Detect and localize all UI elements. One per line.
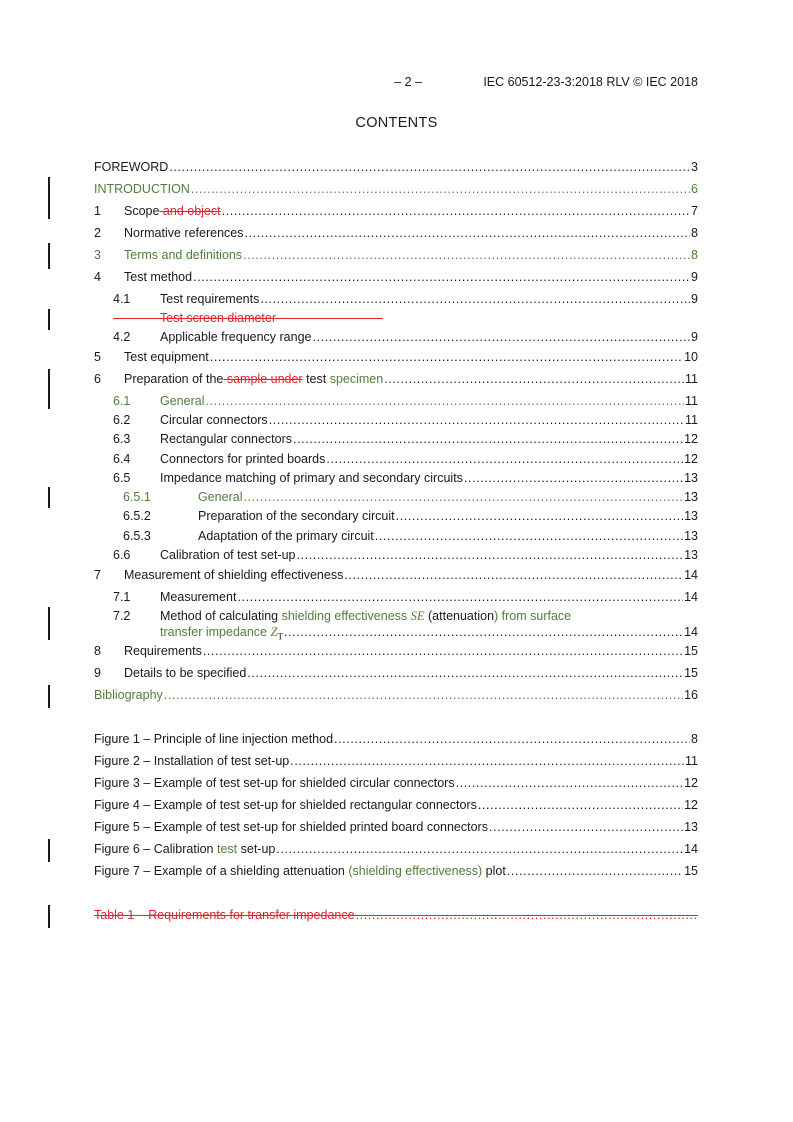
toc-entry-rectangular-connectors[interactable]: [0, 430, 793, 448]
deleted-text: and object: [159, 204, 221, 218]
leader-dots: [276, 840, 683, 858]
inserted-text: (shielding effectiveness): [348, 864, 483, 878]
toc-entry-title: Normative references: [124, 226, 244, 240]
toc-entry-page: 13: [684, 490, 698, 504]
toc-entry-title: INTRODUCTION: [94, 182, 190, 196]
toc-entry-test-equipment[interactable]: [0, 348, 793, 366]
toc-entry-normative-references[interactable]: [0, 224, 793, 242]
toc-entry-requirements[interactable]: [0, 642, 793, 660]
toc-entry-page: 9: [691, 270, 698, 284]
toc-entry-title: Applicable frequency range: [160, 330, 312, 344]
toc-entry-figure-6[interactable]: [0, 840, 793, 858]
toc-entry-general-6-5-1[interactable]: [0, 488, 793, 506]
leader-dots: [375, 527, 683, 545]
toc-entry-figure-7[interactable]: [0, 862, 793, 880]
toc-entry-page: 8: [691, 226, 698, 240]
toc-entry-title-text: plot: [482, 864, 506, 878]
symbol-subscript: T: [277, 631, 283, 642]
leader-dots: [334, 730, 690, 748]
toc-entry-page: 13: [684, 529, 698, 543]
toc-entry-test-method[interactable]: [0, 268, 793, 286]
leader-dots: [269, 411, 684, 429]
toc-entry-page: 12: [684, 432, 698, 446]
toc-entry-title-text: Scope: [124, 204, 160, 218]
inserted-text: ) from surface: [494, 609, 572, 623]
leader-dots: [237, 588, 683, 606]
toc-entry-page: 13: [684, 548, 698, 562]
toc-entry-measurement-of-shielding-effectiveness[interactable]: [0, 566, 793, 584]
toc-entry-title: Figure 2 – Installation of test set-up: [94, 754, 290, 768]
toc-entry-page: 11: [685, 754, 698, 768]
toc-entry-circular-connectors[interactable]: [0, 411, 793, 429]
toc-entry-title: Requirements: [124, 644, 202, 658]
toc-entry-figure-3[interactable]: [0, 774, 793, 792]
toc-entry-number: 6.5.1: [123, 490, 151, 504]
toc-entry-method-of-calculating[interactable]: [0, 607, 793, 641]
toc-entry-page: 16: [684, 688, 698, 702]
toc-entry-number: 6.3: [113, 432, 131, 446]
deleted-text: Table 1 – Requirements for transfer impedance: [94, 908, 355, 922]
toc-entry-page: 6: [691, 182, 698, 196]
toc-entry-page: 10: [684, 350, 698, 364]
toc-entry-figure-2[interactable]: [0, 752, 793, 770]
toc-entry-figure-1[interactable]: [0, 730, 793, 748]
toc-entry-number: 7: [94, 568, 101, 582]
leader-dots: [456, 774, 684, 792]
toc-entry-title: [94, 862, 506, 880]
toc-entry-bibliography[interactable]: [0, 686, 793, 704]
toc-entry-title: Figure 4 – Example of test set-up for shielded rectangular connectors: [94, 798, 477, 812]
toc-entry-page: 12: [684, 776, 698, 790]
toc-entry-number: 6.5.3: [123, 529, 151, 543]
toc-entry-title-text: Method of calculating: [160, 609, 282, 623]
toc-entry-number: 6.5: [113, 471, 131, 485]
leader-dots: [478, 796, 683, 814]
toc-entry-title: Preparation of the secondary circuit: [198, 509, 395, 523]
toc-entry-number: 9: [94, 666, 101, 680]
leader-dots: [290, 752, 684, 770]
toc-entry-page: 12: [684, 798, 698, 812]
contents-title: CONTENTS: [355, 115, 438, 131]
leader-dots: [222, 202, 690, 220]
toc-entry-number: 6.5.2: [123, 509, 151, 523]
deleted-text: sample under: [223, 372, 303, 386]
toc-entry-page: 13: [684, 820, 698, 834]
toc-entry-page: 7: [691, 204, 698, 218]
toc-entry-title: [124, 202, 221, 220]
leader-dots: [191, 180, 690, 198]
toc-entry-measurement[interactable]: [0, 588, 793, 606]
inserted-text: specimen: [329, 372, 384, 386]
toc-entry-number: 4: [94, 270, 101, 284]
toc-entry-page: 11: [685, 413, 698, 427]
toc-entry-page: 9: [691, 330, 698, 344]
toc-entry-page: 14: [684, 590, 698, 604]
toc-entry-title: Rectangular connectors: [160, 432, 293, 446]
toc-entry-details-to-be-specified[interactable]: [0, 664, 793, 682]
toc-entry-general[interactable]: [0, 392, 793, 410]
toc-entry-title-text: (attenuation: [424, 609, 495, 623]
toc-entry-number: 4.1: [113, 292, 131, 306]
toc-entry-title: General: [160, 394, 205, 408]
page-number: – 2 –: [394, 75, 422, 89]
toc-entry-number: 6.4: [113, 452, 131, 466]
leader-dots: [243, 246, 690, 264]
toc-entry-terms-and-definitions[interactable]: [0, 246, 793, 264]
toc-entry-applicable-frequency-range[interactable]: [0, 328, 793, 346]
leader-dots: [464, 469, 683, 487]
toc-entry-title: FOREWORD: [94, 160, 169, 174]
toc-entry-title-text: Figure 7 – Example of a shielding attenuation: [94, 864, 349, 878]
page-header: [96, 75, 698, 93]
leader-dots: [284, 623, 683, 641]
toc-entry-title: Bibliography: [94, 688, 163, 702]
toc-entry-page: 12: [684, 452, 698, 466]
leader-dots: [203, 642, 683, 660]
leader-dots: [205, 392, 684, 410]
inserted-symbol: Z: [270, 625, 278, 639]
leader-dots: [260, 290, 690, 308]
toc-entry-number: 2: [94, 226, 101, 240]
toc-entry-title: Measurement: [160, 590, 237, 604]
toc-entry-page: 8: [691, 248, 698, 262]
toc-entry-page: 13: [684, 471, 698, 485]
toc-entry-impedance-matching[interactable]: [0, 469, 793, 487]
toc-entry-page: 8: [691, 732, 698, 746]
toc-entry-number: 1: [94, 204, 101, 218]
toc-entry-title: Connectors for printed boards: [160, 452, 326, 466]
toc-entry-number: 6.2: [113, 413, 131, 427]
leader-dots: [344, 566, 683, 584]
toc-entry-title: Terms and definitions: [124, 248, 243, 262]
leader-dots: [210, 348, 683, 366]
toc-entry-number: 7.2: [113, 609, 131, 623]
leader-dots: [293, 430, 683, 448]
leader-dots: [247, 664, 683, 682]
toc-entry-title-text: Preparation of the: [124, 372, 224, 386]
toc-entry-title: [124, 370, 383, 388]
leader-dots: [243, 488, 683, 506]
toc-entry-title: Measurement of shielding effectiveness: [124, 568, 344, 582]
leader-dots: [396, 507, 683, 525]
toc-entry-page: 15: [684, 666, 698, 680]
toc-entry-title: Figure 3 – Example of test set-up for shielded circular connectors: [94, 776, 455, 790]
toc-entry-title: Details to be specified: [124, 666, 247, 680]
toc-entry-number: 5: [94, 350, 101, 364]
toc-entry-title: General: [198, 490, 243, 504]
leader-dots: [326, 450, 683, 468]
toc-entry-number: 6.1: [113, 394, 131, 408]
toc-entry-preparation-of-test-specimen[interactable]: [0, 370, 793, 388]
toc-entry-page: 14: [684, 625, 698, 639]
inserted-text: test: [216, 842, 238, 856]
leader-dots: [164, 686, 683, 704]
toc-entry-figure-5[interactable]: [0, 818, 793, 836]
leader-dots: [507, 862, 683, 880]
document-reference: IEC 60512-23-3:2018 RLV © IEC 2018: [483, 75, 698, 89]
toc-entry-title: Test equipment: [124, 350, 209, 364]
toc-entry-title: Calibration of test set-up: [160, 548, 296, 562]
toc-entry-title: [94, 840, 275, 858]
toc-entry-adaptation-primary-circuit[interactable]: [0, 527, 793, 545]
toc-entry-page: 11: [685, 372, 698, 386]
toc-entry-deleted-test-screen-diameter: [0, 309, 793, 327]
leader-dots: [313, 328, 691, 346]
toc-entry-deleted-table-1: [0, 906, 793, 924]
toc-entry-title: Figure 1 – Principle of line injection method: [94, 732, 334, 746]
toc-entry-title: Impedance matching of primary and secondary circuits: [160, 471, 463, 485]
toc-entry-title: Circular connectors: [160, 413, 268, 427]
leader-dots: [245, 224, 691, 242]
toc-entry-page: 11: [685, 394, 698, 408]
toc-entry-number: 6: [94, 372, 101, 386]
toc-entry-number: 6.6: [113, 548, 131, 562]
toc-entry-title: Test method: [124, 270, 193, 284]
toc-entry-title-text: test: [302, 372, 330, 386]
leader-dots: [169, 158, 690, 176]
toc-entry-number: 4.2: [113, 330, 131, 344]
toc-entry-calibration-of-test-set-up[interactable]: [0, 546, 793, 564]
toc-entry-page: 15: [684, 864, 698, 878]
toc-entry-page: 14: [684, 842, 698, 856]
toc-entry-scope[interactable]: [0, 202, 793, 220]
toc-entry-page: 3: [691, 160, 698, 174]
toc-entry-title: Test requirements: [160, 292, 260, 306]
deleted-text: Test screen diameter: [160, 311, 277, 325]
leader-dots: [193, 268, 690, 286]
toc-entry-test-requirements[interactable]: [0, 290, 793, 308]
toc-entry-figure-4[interactable]: [0, 796, 793, 814]
inserted-text: shielding effectiveness: [281, 609, 411, 623]
leader-dots: [384, 370, 684, 388]
toc-entry-number: 3: [94, 248, 101, 262]
toc-entry-introduction[interactable]: [0, 180, 793, 198]
leader-dots: [297, 546, 684, 564]
toc-entry-title: Adaptation of the primary circuit: [198, 529, 374, 543]
toc-entry-preparation-secondary-circuit[interactable]: [0, 507, 793, 525]
toc-entry-page: 14: [684, 568, 698, 582]
toc-entry-title: Figure 5 – Example of test set-up for shielded printed board connectors: [94, 820, 488, 834]
toc-entry-page: 15: [684, 644, 698, 658]
toc-entry-number: 7.1: [113, 590, 131, 604]
inserted-symbol: SE: [410, 609, 425, 623]
toc-entry-foreword[interactable]: [0, 158, 793, 176]
toc-entry-page: 9: [691, 292, 698, 306]
strike-line: [94, 915, 698, 916]
inserted-text: transfer impedance: [160, 625, 271, 639]
leader-dots: [489, 818, 683, 836]
toc-entry-title-text: set-up: [237, 842, 276, 856]
toc-entry-number: 8: [94, 644, 101, 658]
toc-entry-page: 13: [684, 509, 698, 523]
toc-entry-title-text: Figure 6 – Calibration: [94, 842, 217, 856]
toc-entry-connectors-for-printed-boards[interactable]: [0, 450, 793, 468]
